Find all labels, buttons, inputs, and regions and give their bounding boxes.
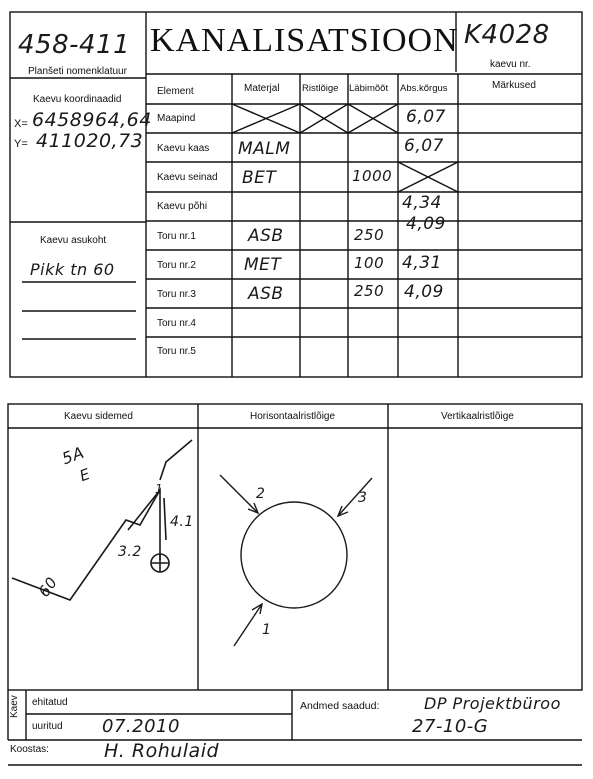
cell-material: MET — [244, 255, 282, 275]
ties-label: Kaevu sidemed — [64, 411, 133, 422]
well-number-value: K4028 — [464, 20, 550, 50]
location-value: Pikk tn 60 — [30, 260, 115, 279]
surveyed-label: uuritud — [32, 721, 63, 732]
ties-sketch — [12, 440, 192, 600]
data-from-date: 27-10-G — [412, 716, 489, 737]
cell-elevation: 6,07 — [404, 136, 444, 156]
ties-note: 1 — [155, 482, 164, 496]
table-row-element: Kaevu kaas — [157, 143, 210, 154]
cell-elevation: 6,07 — [406, 107, 446, 127]
ties-note: 5A — [59, 442, 87, 469]
table-row-element: Toru nr.2 — [157, 260, 196, 271]
ties-note: 3.2 — [118, 544, 142, 560]
location-label: Kaevu asukoht — [40, 235, 107, 246]
cell-elevation: 4,09 — [404, 282, 444, 302]
data-from-label: Andmed saadud: — [300, 700, 380, 712]
coords-label: Kaevu koordinaadid — [33, 94, 122, 105]
col-header-element: Element — [157, 86, 194, 97]
col-header-cross: Ristlõige — [302, 83, 339, 94]
x-label: X= — [14, 118, 28, 130]
sheet-number-label: Planšeti nomenklatuur — [28, 66, 127, 77]
table-row-element: Kaevu põhi — [157, 201, 208, 212]
horizontal-label: Horisontaalristlõige — [250, 411, 336, 422]
built-label: ehitatud — [32, 697, 68, 708]
pipe-label-1: 1 — [262, 622, 272, 638]
data-from-value: DP Projektbüroo — [424, 694, 561, 713]
kaev-label: Kaev — [9, 695, 20, 718]
sheet-number-value: 458-411 — [18, 30, 131, 60]
y-value: 411020,73 — [36, 130, 144, 152]
cell-diameter: 250 — [354, 226, 385, 244]
ties-note: E — [77, 464, 93, 486]
pipe-label-3: 3 — [358, 490, 368, 506]
cell-diameter: 100 — [354, 254, 385, 272]
col-header-material: Materjal — [244, 83, 280, 94]
cell-material: BET — [242, 168, 277, 188]
author-value: H. Rohulaid — [104, 740, 220, 762]
vertical-label: Vertikaalristlõige — [441, 411, 514, 422]
table-row-element: Toru nr.4 — [157, 318, 196, 329]
cell-elevation: 4,34 — [402, 193, 442, 213]
table-row-element: Toru nr.5 — [157, 346, 196, 357]
pipe-label-2: 2 — [256, 486, 266, 502]
table-row-element: Maapind — [157, 113, 196, 124]
ties-note: 4.1 — [170, 514, 194, 530]
cell-diameter: 1000 — [352, 167, 393, 185]
cell-material: ASB — [248, 284, 284, 304]
author-label: Koostas: — [10, 744, 49, 755]
horizontal-section — [220, 475, 372, 646]
col-header-elevation: Abs.kõrgus — [400, 83, 448, 94]
well-number-label: kaevu nr. — [490, 59, 531, 70]
cell-elevation: 4,31 — [402, 253, 442, 273]
table-row-element: Kaevu seinad — [157, 172, 218, 183]
cell-material: ASB — [248, 226, 284, 246]
cell-diameter: 250 — [354, 282, 385, 300]
y-label: Y= — [14, 138, 28, 150]
cell-material: MALM — [238, 139, 291, 159]
page-title: KANALISATSIOON — [150, 22, 459, 59]
ties-note: 60 — [34, 573, 62, 601]
x-value: 6458964,64 — [32, 109, 152, 131]
surveyed-value: 07.2010 — [102, 716, 180, 737]
table-row-element: Toru nr.1 — [157, 231, 196, 242]
cell-elevation: 4,09 — [406, 214, 446, 234]
table-row-element: Toru nr.3 — [157, 289, 196, 300]
col-header-notes: Märkused — [492, 80, 536, 91]
col-header-diameter: Läbimõõt — [349, 83, 389, 94]
